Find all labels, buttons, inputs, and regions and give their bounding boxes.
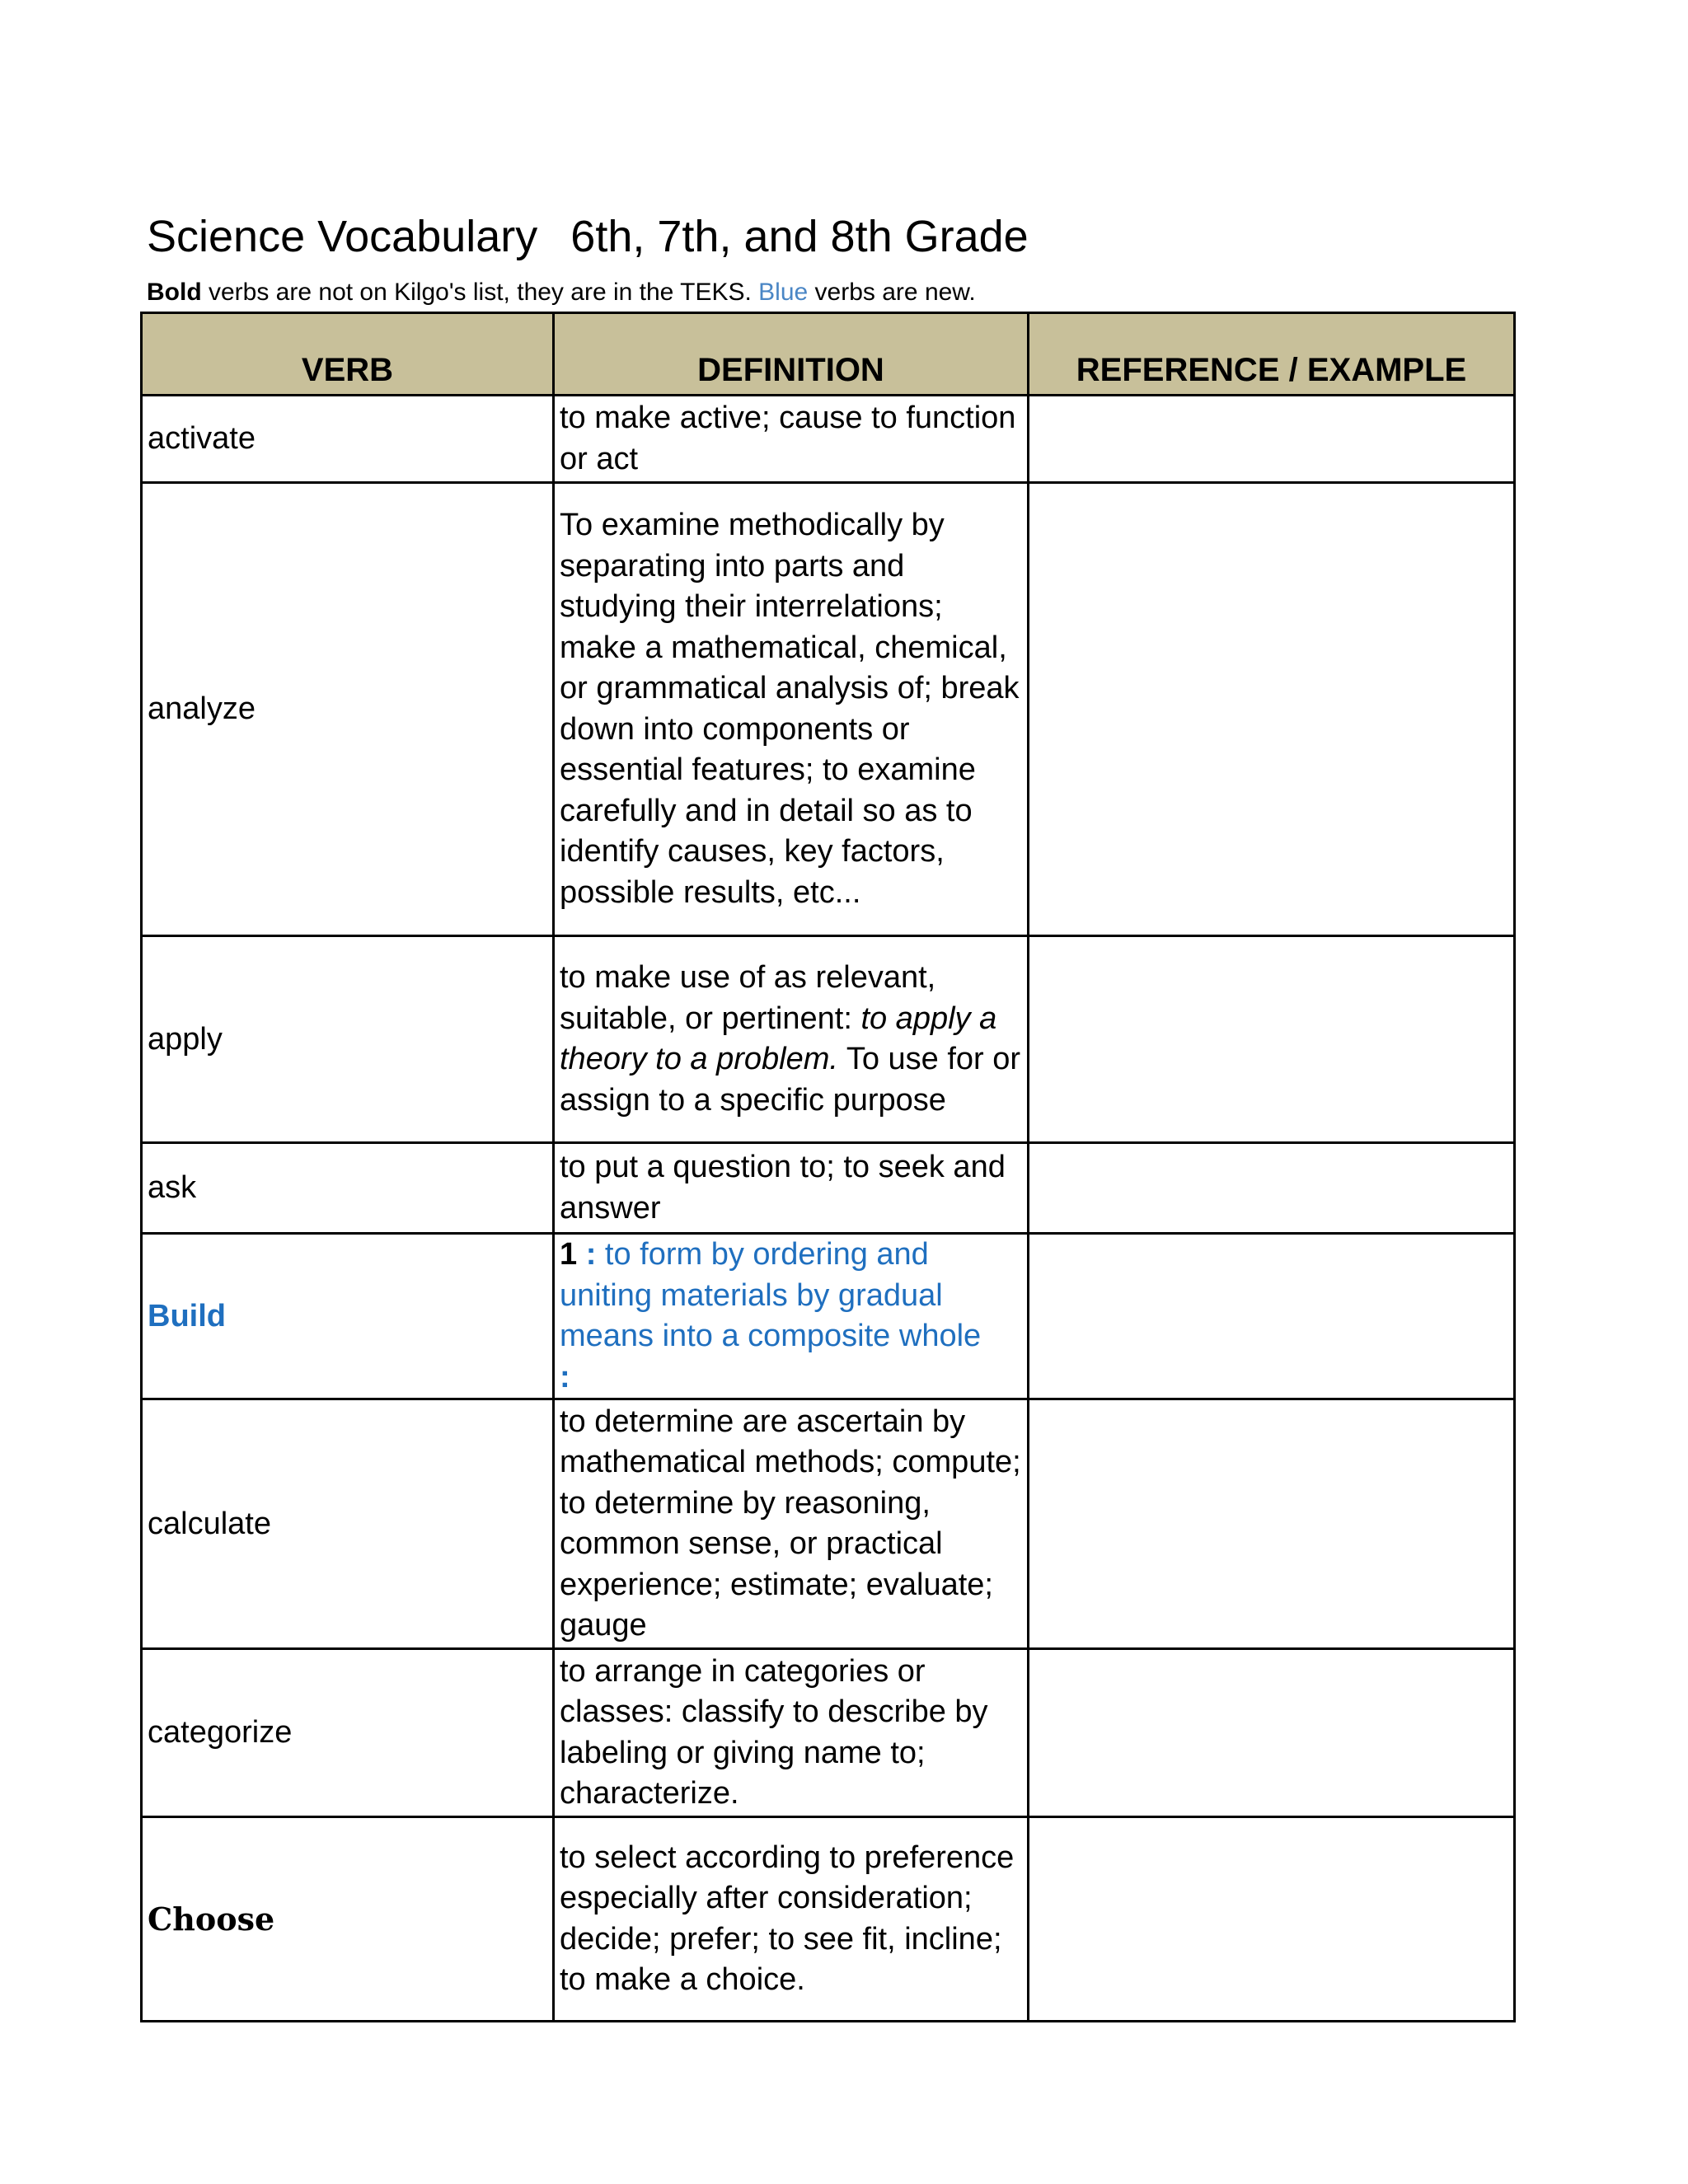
definition-cell: to arrange in categories or classes: classify to describe by labeling or giving name to; characterize.	[554, 1649, 1029, 1817]
table-row	[142, 1649, 1515, 1817]
column-header-definition: DEFINITION	[554, 313, 1029, 396]
title-grades: 6th, 7th, and 8th Grade	[570, 212, 1029, 261]
verb-cell: calculate	[142, 1399, 554, 1649]
reference-cell[interactable]	[1029, 1399, 1515, 1649]
column-header-verb: VERB	[142, 313, 554, 396]
definition-cell: to select according to preference especially after consideration; decide; prefer; to see fit, incline; to make a choice.	[554, 1817, 1029, 2022]
note-blue-word: Blue	[758, 279, 809, 306]
definition-colon: :	[560, 1359, 570, 1394]
page-title	[147, 213, 1029, 261]
definition-cell: To examine methodically by separating into parts and studying their interrelations; make a mathematical, chemical, or grammatical analysis of; break down into components or essential features; to examine carefully and in detail so as to identify causes, key factors, possible results, etc...	[554, 483, 1029, 936]
definition-text: To use for or assign to a specific purpose	[560, 1042, 1021, 1118]
title-main: Science Vocabulary	[147, 212, 538, 261]
verb-cell: analyze	[142, 483, 554, 936]
definition-number: 1	[560, 1237, 578, 1272]
note-part1: verbs are not on Kilgo's list, they are in the TEKS.	[201, 279, 759, 306]
reference-cell[interactable]	[1029, 1817, 1515, 2022]
table-header-row	[142, 313, 1515, 396]
definition-cell: to put a question to; to seek and answer	[554, 1143, 1029, 1234]
definition-text: to form by ordering and uniting materials by gradual means into a composite whole	[560, 1237, 982, 1353]
vocabulary-table	[140, 312, 1516, 2022]
verb-cell: Choose	[142, 1817, 554, 2022]
verb-cell: activate	[142, 396, 554, 483]
verb-cell: Build	[142, 1234, 554, 1399]
note-bold-word: Bold	[147, 279, 202, 306]
definition-text: to make use of as relevant, suitable, or pertinent:	[560, 960, 936, 1036]
table-row	[142, 396, 1515, 483]
column-header-reference: REFERENCE / EXAMPLE	[1029, 313, 1515, 396]
reference-cell[interactable]	[1029, 1649, 1515, 1817]
definition-colon: :	[577, 1237, 605, 1272]
reference-cell[interactable]	[1029, 936, 1515, 1143]
definition-cell: to determine are ascertain by mathematical methods; compute; to determine by reasoning, common sense, or practical experience; estimate; evaluate; gauge	[554, 1399, 1029, 1649]
note-part2: verbs are new.	[808, 279, 976, 306]
definition-cell	[554, 936, 1029, 1143]
legend-note	[147, 279, 976, 307]
reference-cell[interactable]	[1029, 483, 1515, 936]
table-row	[142, 1399, 1515, 1649]
verb-cell: ask	[142, 1143, 554, 1234]
verb-cell: apply	[142, 936, 554, 1143]
table-row	[142, 1143, 1515, 1234]
definition-cell	[554, 1234, 1029, 1399]
definition-example: to apply a theory to a problem.	[560, 1001, 997, 1076]
reference-cell[interactable]	[1029, 1234, 1515, 1399]
definition-cell: to make active; cause to function or act	[554, 396, 1029, 483]
table-row	[142, 1817, 1515, 2022]
table-row	[142, 936, 1515, 1143]
table-row	[142, 1234, 1515, 1399]
reference-cell[interactable]	[1029, 396, 1515, 483]
reference-cell[interactable]	[1029, 1143, 1515, 1234]
verb-cell: categorize	[142, 1649, 554, 1817]
table-row	[142, 483, 1515, 936]
